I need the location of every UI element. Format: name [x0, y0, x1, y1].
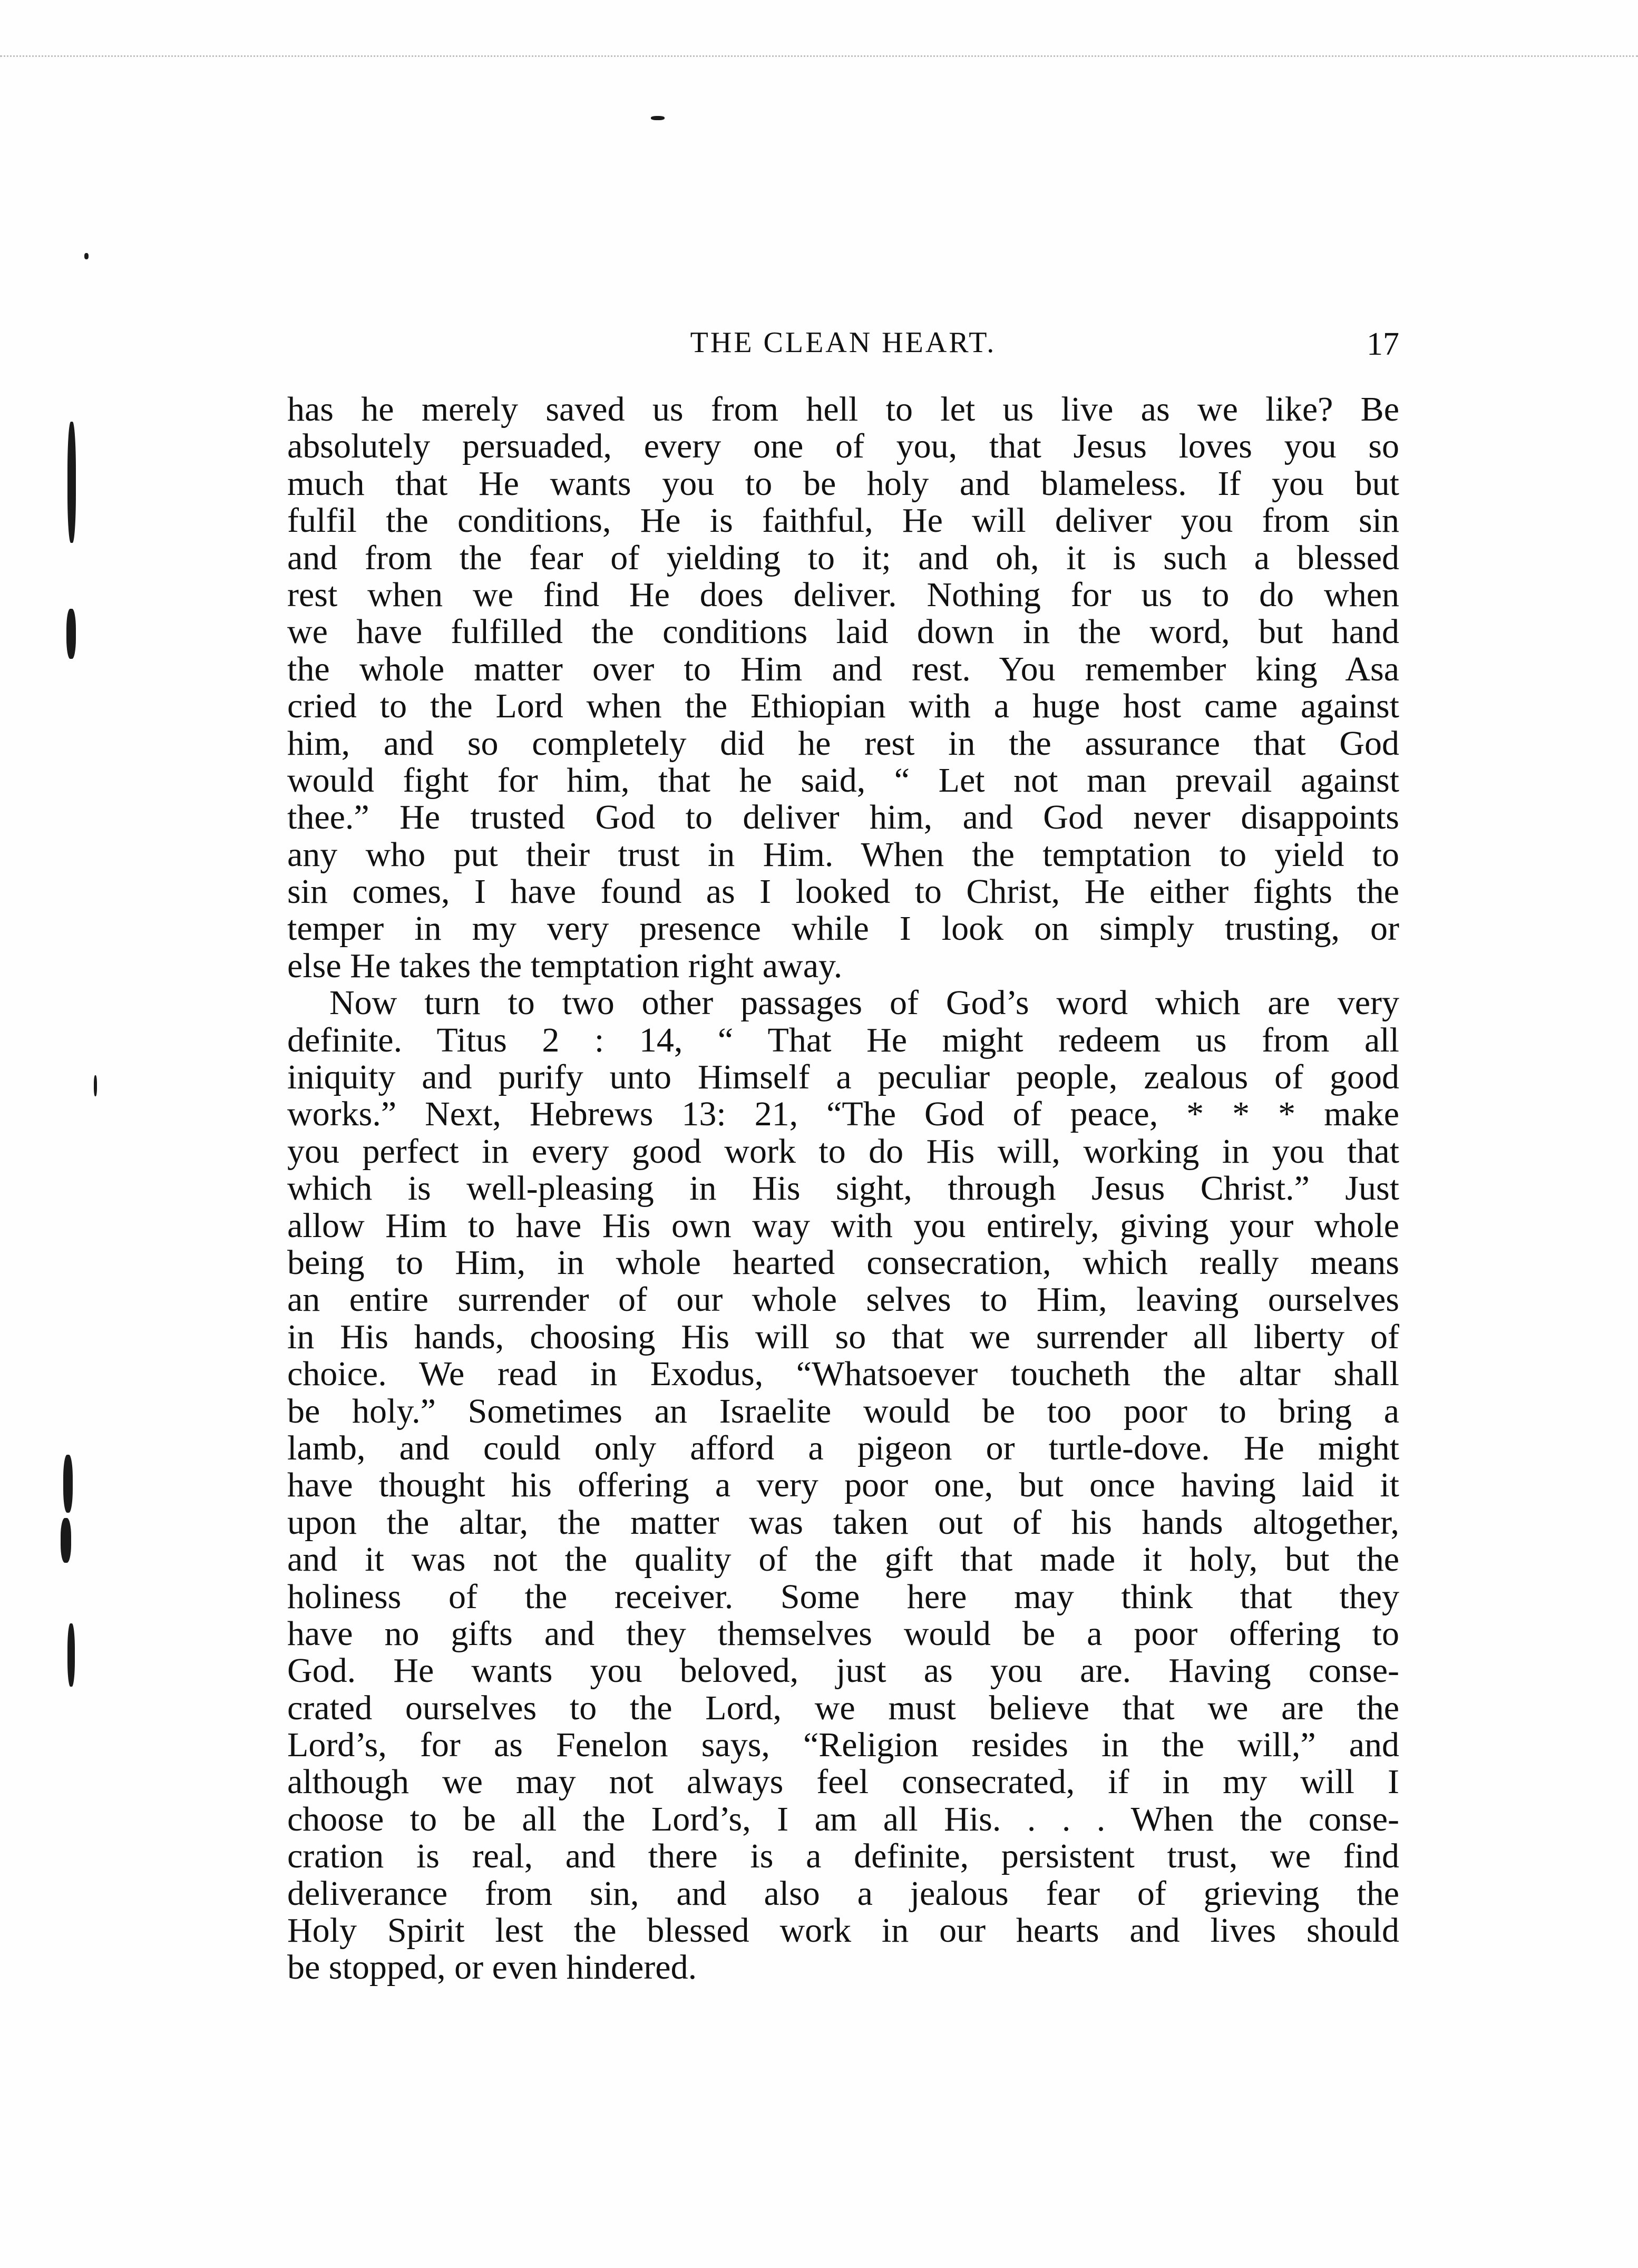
text-line: would fight for him, that he said, “ Let not man prevail against: [287, 761, 1399, 800]
scan-mark: [651, 116, 665, 120]
running-title: THE CLEAN HEART.: [690, 326, 997, 359]
text-line: Holy Spirit lest the blessed work in our hearts and lives should: [287, 1911, 1399, 1950]
text-line: the whole matter over to Him and rest. You remember king Asa: [287, 649, 1399, 688]
text-line: sin comes, I have found as I looked to Christ, He either fights the: [287, 872, 1399, 911]
text-line: lamb, and could only afford a pigeon or turtle-dove. He might: [287, 1428, 1399, 1467]
text-line: much that He wants you to be holy and blameless. If you but: [287, 464, 1399, 503]
text-line: being to Him, in whole hearted consecration, which really means: [287, 1243, 1399, 1282]
scan-mark: [84, 253, 89, 259]
text-line: Now turn to two other passages of God’s word which are very: [329, 984, 1399, 1023]
body-text: [287, 391, 1399, 1987]
text-line: which is well-pleasing in His sight, through Jesus Christ.” Just: [287, 1169, 1399, 1208]
text-line: temper in my very presence while I look on simply trusting, or: [287, 909, 1399, 948]
text-line: has he merely saved us from hell to let us live as we like? Be: [287, 390, 1399, 429]
scan-mark: [66, 609, 76, 659]
text-line: works.” Next, Hebrews 13: 21, “The God of peace, * * * make: [287, 1095, 1399, 1134]
text-line: cried to the Lord when the Ethiopian with a huge host came against: [287, 687, 1399, 726]
text-line: deliverance from sin, and also a jealous fear of grieving the: [287, 1874, 1399, 1913]
text-line: be holy.” Sometimes an Israelite would be too poor to bring a: [287, 1391, 1399, 1430]
scan-edge-top: [0, 55, 1638, 57]
text-line: iniquity and purify unto Himself a peculiar people, zealous of good: [287, 1058, 1399, 1097]
text-line: allow Him to have His own way with you entirely, giving your whole: [287, 1206, 1399, 1245]
text-line: have no gifts and they themselves would be a poor offering to: [287, 1614, 1399, 1653]
text-line: definite. Titus 2 : 14, “ That He might redeem us from all: [287, 1020, 1399, 1059]
text-line: be stopped, or even hindered.: [287, 1948, 697, 1987]
text-line: Lord’s, for as Fenelon says, “Religion resides in the will,” and: [287, 1726, 1399, 1765]
scan-mark: [67, 422, 76, 543]
scan-mark: [67, 1623, 75, 1687]
text-line: you perfect in every good work to do His will, working in you that: [287, 1132, 1399, 1171]
text-line: holiness of the receiver. Some here may think that they: [287, 1577, 1399, 1616]
scan-mark: [61, 1518, 71, 1563]
running-head: [287, 326, 1399, 368]
text-line: an entire surrender of our whole selves to Him, leaving ourselves: [287, 1280, 1399, 1319]
text-line: absolutely persuaded, every one of you, that Jesus loves you so: [287, 427, 1399, 466]
text-line: thee.” He trusted God to deliver him, and God never disappoints: [287, 798, 1399, 837]
text-line: choice. We read in Exodus, “Whatsoever toucheth the altar shall: [287, 1355, 1399, 1394]
text-line: choose to be all the Lord’s, I am all His. . . . When the conse-: [287, 1799, 1399, 1838]
text-line: have thought his offering a very poor one, but once having laid it: [287, 1466, 1399, 1505]
text-line: and from the fear of yielding to it; and oh, it is such a blessed: [287, 538, 1399, 577]
text-line: fulfil the conditions, He is faithful, He will deliver you from sin: [287, 501, 1399, 540]
text-line: in His hands, choosing His will so that we surrender all liberty of: [287, 1317, 1399, 1356]
text-line: else He takes the temptation right away.: [287, 946, 843, 985]
text-line: crated ourselves to the Lord, we must believe that we are the: [287, 1688, 1399, 1727]
text-line: cration is real, and there is a definite, persistent trust, we find: [287, 1837, 1399, 1876]
text-line: any who put their trust in Him. When the temptation to yield to: [287, 835, 1399, 874]
scan-mark: [94, 1075, 97, 1096]
text-line: although we may not always feel consecrated, if in my will I: [287, 1763, 1399, 1802]
text-line: and it was not the quality of the gift that made it holy, but the: [287, 1540, 1399, 1579]
text-line: him, and so completely did he rest in the assurance that God: [287, 724, 1399, 763]
text-line: God. He wants you beloved, just as you are. Having conse-: [287, 1651, 1399, 1690]
text-line: rest when we find He does deliver. Nothing for us to do when: [287, 575, 1399, 614]
page-number: 17: [1367, 326, 1399, 362]
scan-mark: [63, 1455, 73, 1513]
text-line: upon the altar, the matter was taken out of his hands altogether,: [287, 1503, 1399, 1542]
text-line: we have fulfilled the conditions laid down in the word, but hand: [287, 612, 1399, 651]
